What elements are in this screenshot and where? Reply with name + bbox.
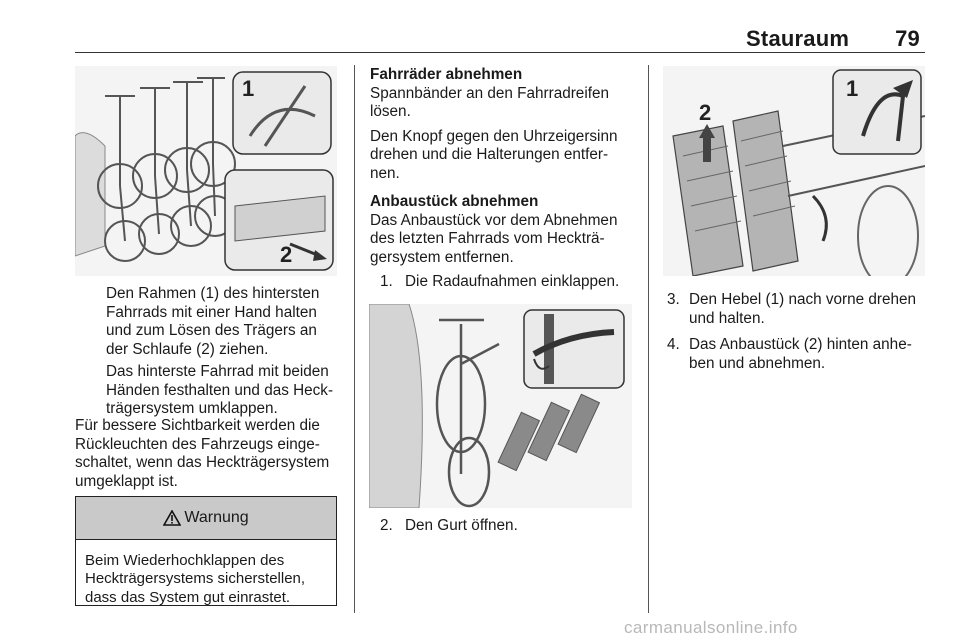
- text-line: des letzten Fahrrads vom Heckträ-: [370, 230, 605, 247]
- text-line: Rückleuchten des Fahrzeugs einge-: [75, 435, 320, 453]
- section-heading: Fahrräder abnehmen: [370, 66, 523, 83]
- middle-column: [370, 66, 638, 292]
- text-line: Das Anbaustück (2) hinten anhe-: [689, 336, 912, 353]
- column-divider-left: [354, 65, 355, 613]
- text-line: ben und abnehmen.: [689, 354, 826, 372]
- text-line: Den Rahmen (1) des hintersten: [106, 285, 320, 302]
- instruction-indented: [106, 285, 338, 419]
- list-text: Den Gurt öffnen.: [405, 517, 518, 534]
- list-number: 3.: [667, 291, 680, 308]
- illustration-adapter-removal: [663, 66, 925, 276]
- watermark: carmanualsonline.info: [624, 618, 798, 637]
- right-steps: [667, 291, 929, 373]
- illustration-wheel-holders: [369, 304, 632, 508]
- warning-header: [76, 497, 336, 540]
- text-line: Spannbänder an den Fahrradreifen: [370, 84, 609, 102]
- list-number: 2.: [380, 517, 393, 534]
- text-line: Händen festhalten und das Heck-: [106, 381, 334, 399]
- list-number: 1.: [380, 273, 393, 290]
- text-line: drehen und die Halterungen entfer-: [370, 146, 609, 163]
- list-item: [667, 291, 929, 328]
- text-line: lösen.: [370, 103, 411, 120]
- text-line: und zum Lösen des Trägers an: [106, 322, 317, 339]
- warning-triangle-icon: [163, 510, 181, 526]
- page-header: [746, 26, 920, 52]
- section-title: Stauraum: [746, 26, 850, 51]
- list-item: [370, 273, 638, 292]
- text-line: Das hinterste Fahrrad mit beiden: [106, 363, 329, 380]
- text-line: der Schlaufe (2) ziehen.: [106, 340, 269, 358]
- illustration-bike-carrier-tilt: [75, 66, 337, 276]
- callout-2: 2: [280, 242, 293, 267]
- warning-box: [75, 496, 337, 606]
- text-line: Für bessere Sichtbarkeit werden die: [75, 417, 320, 434]
- list-text: Die Radaufnahmen einklappen.: [405, 273, 620, 290]
- callout-1: 1: [242, 76, 255, 101]
- text-line: Fahrrads mit einer Hand halten: [106, 303, 317, 321]
- text-line: Das Anbaustück vor dem Abnehmen: [370, 211, 618, 229]
- callout-1: 1: [846, 76, 859, 101]
- text-line: dass das System gut einrastet.: [85, 588, 291, 606]
- warning-body: [76, 540, 336, 607]
- text-line: gersystem entfernen.: [370, 248, 514, 266]
- list-item: [380, 517, 630, 536]
- text-line: trägersystem umklappen.: [106, 400, 278, 417]
- text-line: schaltet, wenn das Heckträgersystem: [75, 454, 330, 471]
- text-line: Den Knopf gegen den Uhrzeigersinn: [370, 127, 618, 145]
- text-line: umgeklappt ist.: [75, 472, 178, 490]
- text-line: Den Hebel (1) nach vorne drehen: [689, 291, 917, 308]
- text-line: Beim Wiederhochklappen des: [85, 552, 285, 569]
- list-number: 4.: [667, 336, 680, 353]
- header-rule: [75, 52, 925, 53]
- column-divider-right: [648, 65, 649, 613]
- warning-title: Warnung: [184, 509, 249, 526]
- page-number: 79: [895, 26, 920, 51]
- list-item: [667, 336, 929, 373]
- text-line: Heckträgersystems sicherstellen,: [85, 570, 306, 588]
- note-paragraph: [75, 417, 340, 491]
- text-line: und halten.: [689, 309, 765, 327]
- section-heading: Anbaustück abnehmen: [370, 193, 539, 210]
- text-line: nen.: [370, 164, 400, 182]
- callout-2: 2: [699, 100, 712, 125]
